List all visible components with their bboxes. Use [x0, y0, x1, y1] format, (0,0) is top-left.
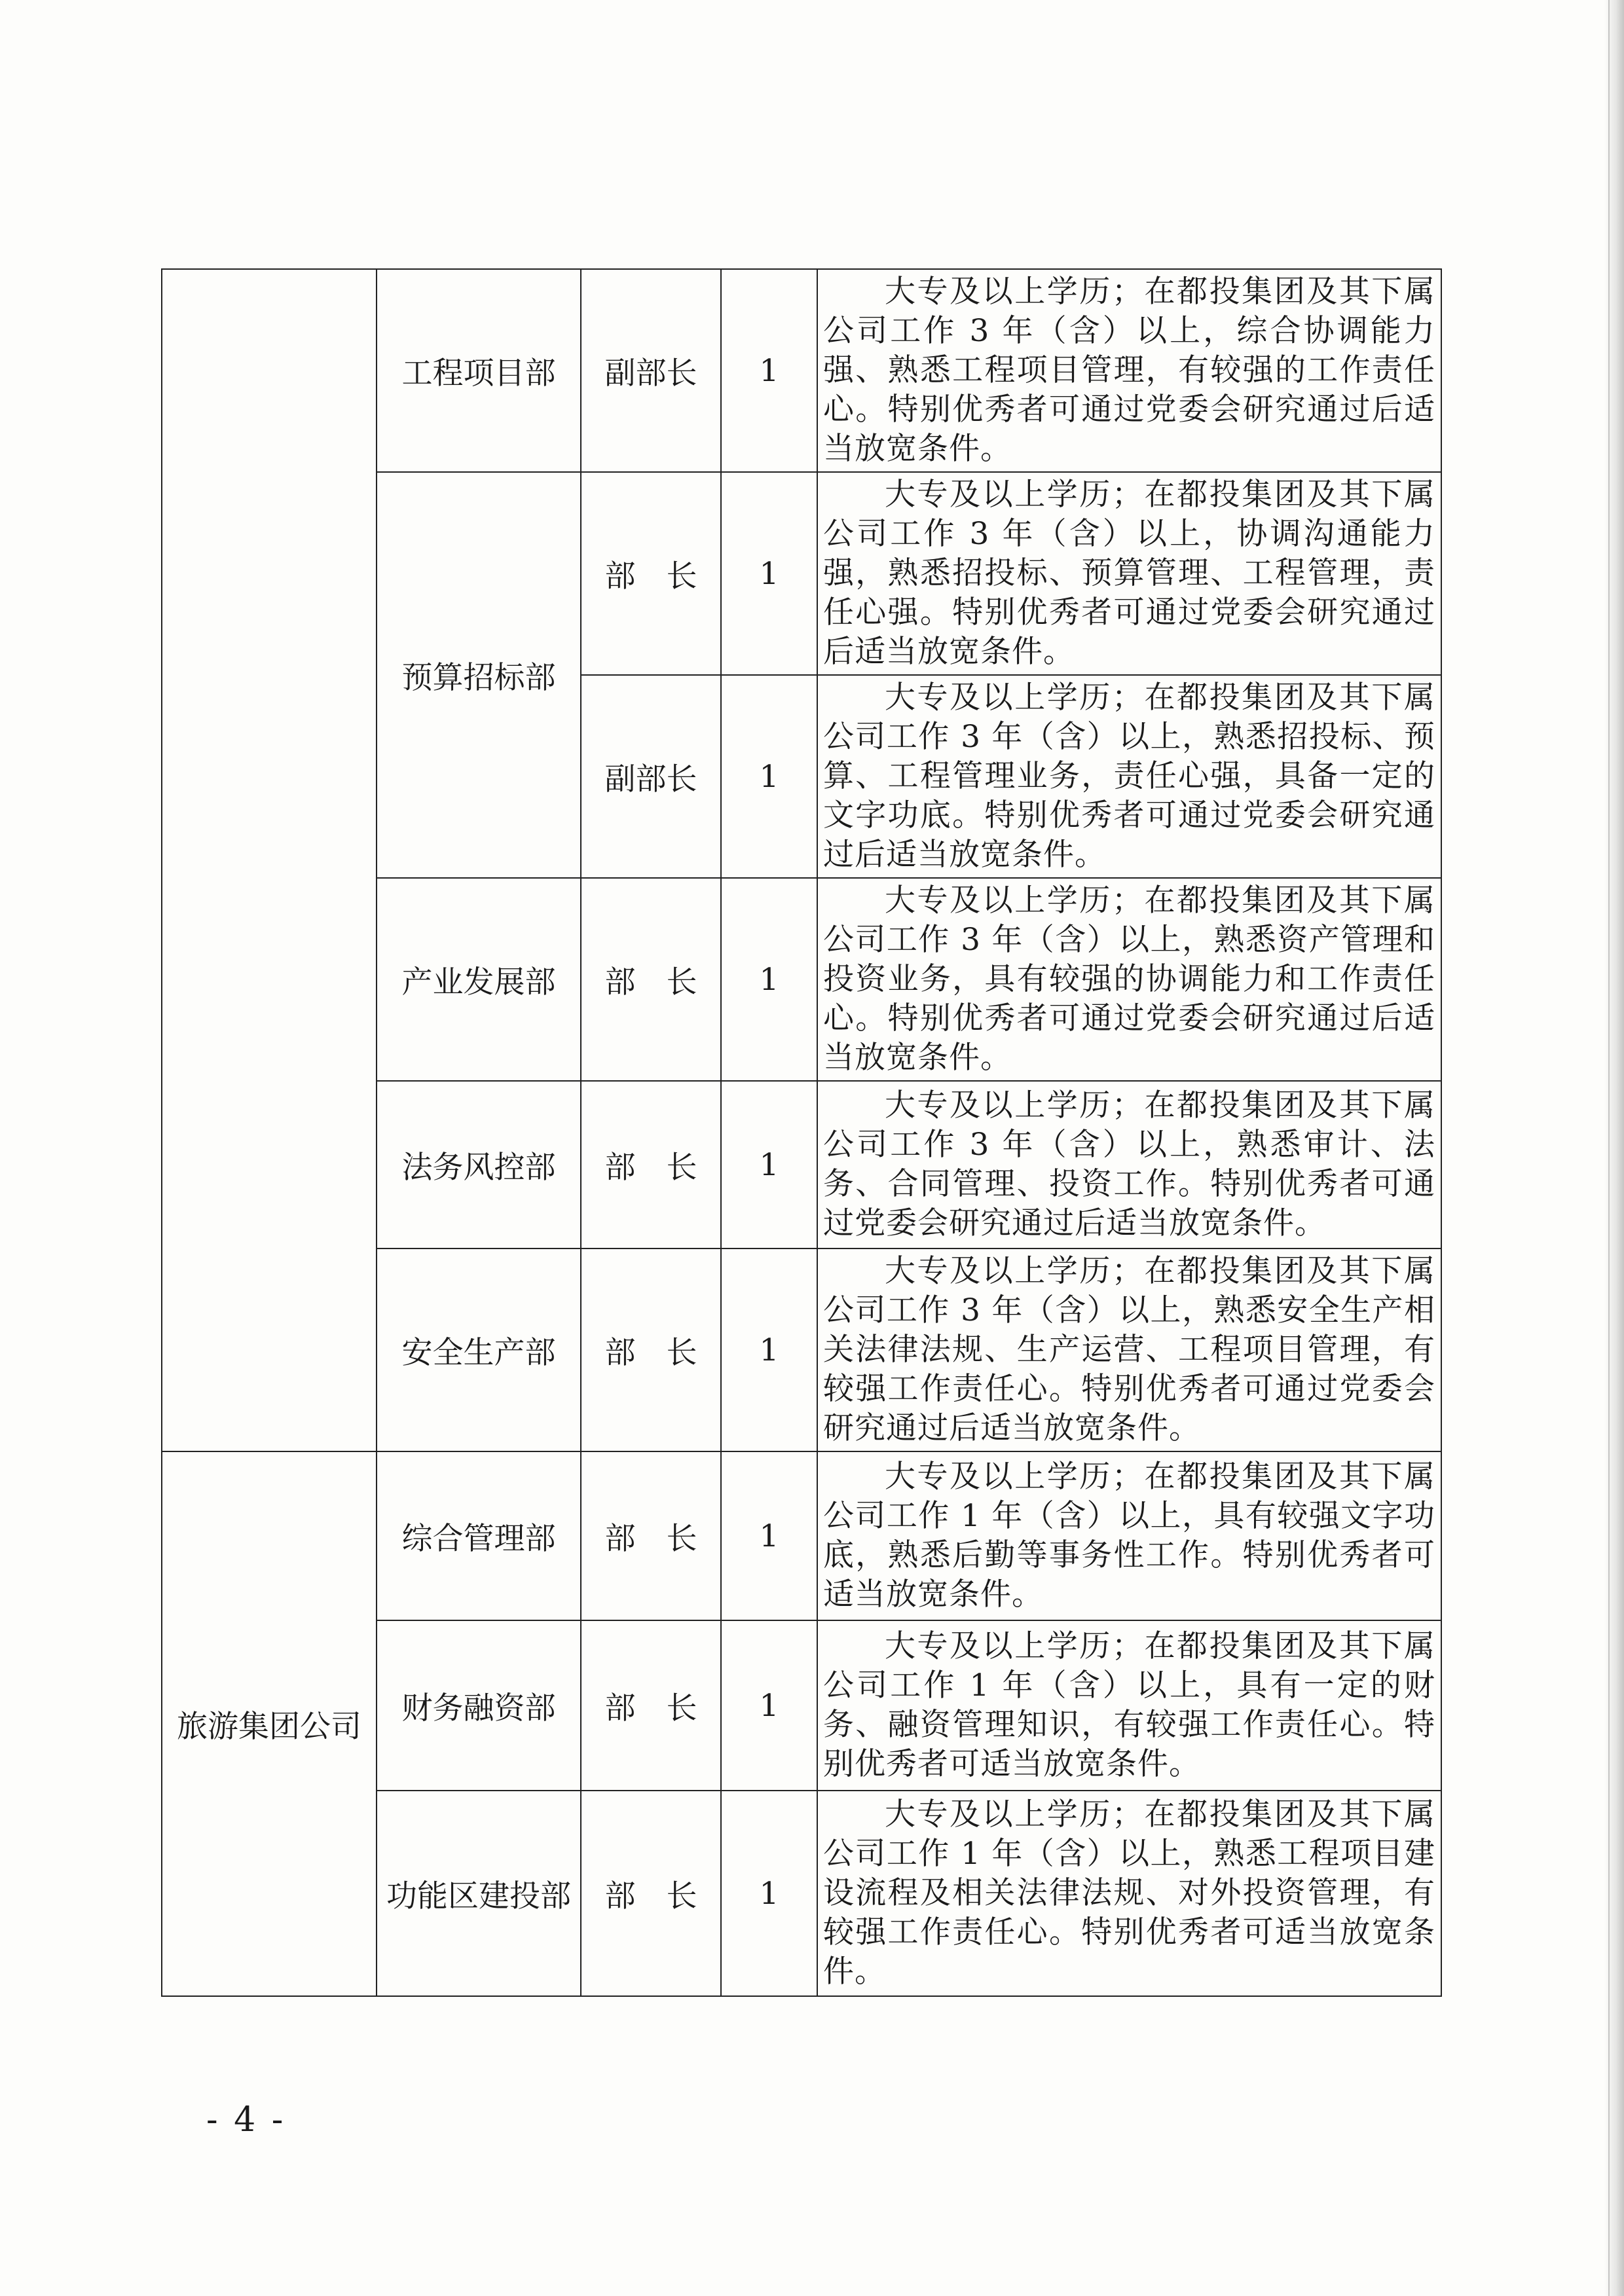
- position-cell: 部 长: [581, 878, 721, 1081]
- count-cell: 1: [721, 1451, 817, 1620]
- position-cell: 部 长: [581, 1248, 721, 1451]
- dept-cell: 产业发展部: [377, 878, 581, 1081]
- dept-cell: 预算招标部: [377, 472, 581, 878]
- requirement-cell: [817, 1248, 1441, 1451]
- requirement-cell: [817, 472, 1441, 675]
- position-cell: 部 长: [581, 1620, 721, 1791]
- requirement-cell: [817, 878, 1441, 1081]
- requirement-cell: [817, 1620, 1441, 1791]
- position-cell: 部 长: [581, 1451, 721, 1620]
- requirement-cell: [817, 269, 1441, 472]
- dept-cell: 工程项目部: [377, 269, 581, 472]
- count-cell: 1: [721, 1791, 817, 1996]
- count-cell: 1: [721, 472, 817, 675]
- unit-cell: 旅游集团公司: [162, 1451, 377, 1996]
- requirement-cell: [817, 675, 1441, 878]
- count-cell: 1: [721, 878, 817, 1081]
- page-edge-shadow: [1604, 0, 1624, 2296]
- dept-cell: 财务融资部: [377, 1620, 581, 1791]
- requirement-cell: [817, 1451, 1441, 1620]
- positions-table: [161, 268, 1442, 1997]
- table-row: [162, 1451, 1441, 1620]
- table-row: [162, 269, 1441, 472]
- count-cell: 1: [721, 1081, 817, 1248]
- dept-cell: 法务风控部: [377, 1081, 581, 1248]
- page-edge-line: [1608, 0, 1610, 2296]
- requirement-text: 大专及以上学历；在都投集团及其下属公司工作 1 年（含）以上，具有较强文字功底，熟悉后勤等事务性工作。特别优秀者可适当放宽条件。: [823, 1459, 1435, 1613]
- count-cell: 1: [721, 269, 817, 472]
- dept-cell: 安全生产部: [377, 1248, 581, 1451]
- requirement-text: 大专及以上学历；在都投集团及其下属公司工作 1 年（含）以上，具有一定的财务、融资管理知识，有较强工作责任心。特别优秀者可适当放宽条件。: [823, 1628, 1435, 1782]
- requirement-cell: [817, 1791, 1441, 1996]
- requirement-text: 大专及以上学历；在都投集团及其下属公司工作 3 年（含）以上，熟悉资产管理和投资业务，具有较强的协调能力和工作责任心。特别优秀者可通过党委会研究通过后适当放宽条件。: [823, 883, 1435, 1076]
- dept-cell: 功能区建投部: [377, 1791, 581, 1996]
- dept-cell: 综合管理部: [377, 1451, 581, 1620]
- position-cell: 部 长: [581, 472, 721, 675]
- requirement-text: 大专及以上学历；在都投集团及其下属公司工作 3 年（含）以上，协调沟通能力强，熟悉招投标、预算管理、工程管理，责任心强。特别优秀者可通过党委会研究通过后适当放宽条件。: [823, 477, 1435, 670]
- position-cell: 部 长: [581, 1791, 721, 1996]
- count-cell: 1: [721, 675, 817, 878]
- requirement-text: 大专及以上学历；在都投集团及其下属公司工作 3 年（含）以上，熟悉审计、法务、合同管理、投资工作。特别优秀者可通过党委会研究通过后适当放宽条件。: [823, 1087, 1435, 1241]
- count-cell: 1: [721, 1620, 817, 1791]
- requirement-cell: [817, 1081, 1441, 1248]
- unit-cell: [162, 269, 377, 1451]
- position-cell: 部 长: [581, 1081, 721, 1248]
- position-cell: 副部长: [581, 675, 721, 878]
- position-cell: 副部长: [581, 269, 721, 472]
- requirement-text: 大专及以上学历；在都投集团及其下属公司工作 3 年（含）以上，熟悉招投标、预算、工程管理业务，责任心强，具备一定的文字功底。特别优秀者可通过党委会研究通过后适当放宽条件。: [823, 680, 1435, 873]
- requirement-text: 大专及以上学历；在都投集团及其下属公司工作 3 年（含）以上，熟悉安全生产相关法律法规、生产运营、工程项目管理，有较强工作责任心。特别优秀者可通过党委会研究通过后适当放宽条件。: [823, 1253, 1435, 1446]
- count-cell: 1: [721, 1248, 817, 1451]
- page-number: - 4 -: [206, 2100, 286, 2140]
- requirement-text: 大专及以上学历；在都投集团及其下属公司工作 1 年（含）以上，熟悉工程项目建设流程及相关法律法规、对外投资管理，有较强工作责任心。特别优秀者可适当放宽条件。: [823, 1796, 1435, 1990]
- requirement-text: 大专及以上学历；在都投集团及其下属公司工作 3 年（含）以上，综合协调能力强、熟悉工程项目管理，有较强的工作责任心。特别优秀者可通过党委会研究通过后适当放宽条件。: [823, 274, 1435, 467]
